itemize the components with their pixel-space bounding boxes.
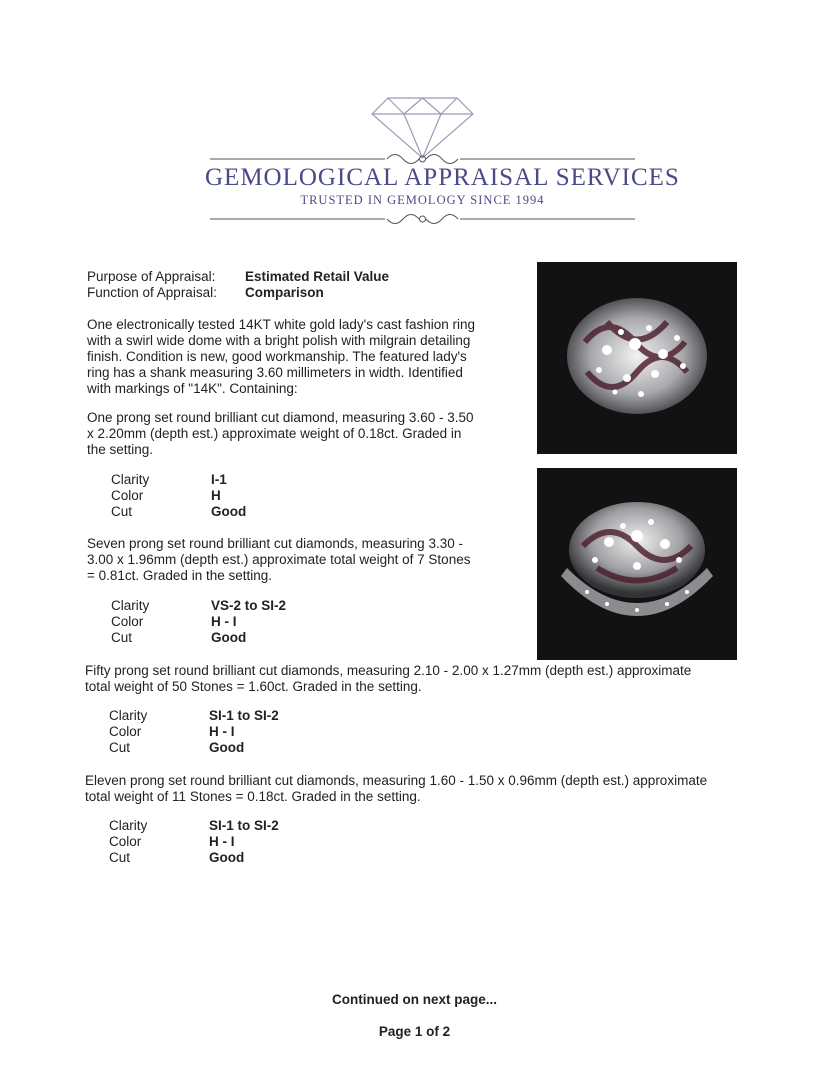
- page-number: Page 1 of 2: [378, 1024, 451, 1039]
- ring-photo-bottom: [537, 468, 737, 660]
- grade-value-color: H - I: [209, 834, 235, 849]
- item-description: [87, 317, 507, 397]
- description-line: ring has a shank measuring 3.60 millimeters in width. Identified: [87, 365, 463, 380]
- company-logo: [205, 92, 680, 232]
- grade-value-clarity: I-1: [211, 472, 227, 487]
- purpose-label: Purpose of Appraisal:: [87, 269, 216, 284]
- stone-group-3-description: [85, 663, 725, 695]
- stone-group-1-description: [87, 410, 507, 458]
- grade-label-color: Color: [111, 614, 144, 629]
- function-value: Comparison: [245, 285, 324, 300]
- company-tagline: TRUSTED IN GEMOLOGY SINCE 1994: [300, 193, 545, 207]
- grade-label-color: Color: [111, 488, 144, 503]
- function-label: Function of Appraisal:: [87, 285, 217, 300]
- description-line: x 2.20mm (depth est.) approximate weight of 0.18ct. Graded in: [87, 426, 462, 441]
- grade-label-cut: Cut: [109, 740, 131, 755]
- stone-group-2-description: [87, 536, 507, 584]
- description-line: = 0.81ct. Graded in the setting.: [87, 568, 272, 583]
- description-line: One electronically tested 14KT white gold lady's cast fashion ring: [87, 317, 476, 332]
- grade-label-clarity: Clarity: [109, 818, 148, 833]
- grade-value-clarity: SI-1 to SI-2: [209, 708, 279, 723]
- description-line: total weight of 11 Stones = 0.18ct. Graded in the setting.: [85, 789, 421, 804]
- ring-photo-top: [537, 262, 737, 454]
- grade-value-clarity: SI-1 to SI-2: [209, 818, 279, 833]
- grade-label-cut: Cut: [111, 630, 133, 645]
- grade-value-cut: Good: [211, 504, 247, 519]
- description-line: Seven prong set round brilliant cut diamonds, measuring 3.30 -: [87, 536, 463, 551]
- description-line: finish. Condition is new, good workmanship. The featured lady's: [87, 349, 467, 364]
- ornament-divider-icon: [205, 210, 640, 232]
- grade-value-clarity: VS-2 to SI-2: [211, 598, 287, 613]
- grade-value-color: H - I: [209, 724, 235, 739]
- grade-value-color: H - I: [211, 614, 237, 629]
- description-line: 3.00 x 1.96mm (depth est.) approximate total weight of 7 Stones: [87, 552, 471, 567]
- grade-label-cut: Cut: [109, 850, 131, 865]
- company-name: GEMOLOGICAL APPRAISAL SERVICES: [205, 164, 680, 191]
- description-line: total weight of 50 Stones = 1.60ct. Graded in the setting.: [85, 679, 422, 694]
- stone-group-4-description: [85, 773, 745, 805]
- diamond-icon: [205, 92, 640, 164]
- grade-label-cut: Cut: [111, 504, 133, 519]
- description-line: One prong set round brilliant cut diamond, measuring 3.60 - 3.50: [87, 410, 474, 425]
- grade-label-clarity: Clarity: [109, 708, 148, 723]
- description-line: Fifty prong set round brilliant cut diamonds, measuring 2.10 - 2.00 x 1.27mm (depth est.) approximate: [85, 663, 692, 678]
- grade-value-cut: Good: [209, 740, 245, 755]
- purpose-value: Estimated Retail Value: [245, 269, 390, 284]
- grade-value-cut: Good: [211, 630, 247, 645]
- description-line: the setting.: [87, 442, 154, 457]
- description-line: Eleven prong set round brilliant cut diamonds, measuring 1.60 - 1.50 x 0.96mm (depth est.) approximate: [85, 773, 708, 788]
- continued-note: Continued on next page...: [332, 992, 497, 1007]
- grade-label-clarity: Clarity: [111, 472, 150, 487]
- grade-value-color: H: [211, 488, 221, 503]
- grade-label-clarity: Clarity: [111, 598, 150, 613]
- grade-label-color: Color: [109, 834, 142, 849]
- grade-label-color: Color: [109, 724, 142, 739]
- grade-value-cut: Good: [209, 850, 245, 865]
- description-line: with a swirl wide dome with a bright polish with milgrain detailing: [87, 333, 471, 348]
- description-line: with markings of "14K". Containing:: [87, 381, 298, 396]
